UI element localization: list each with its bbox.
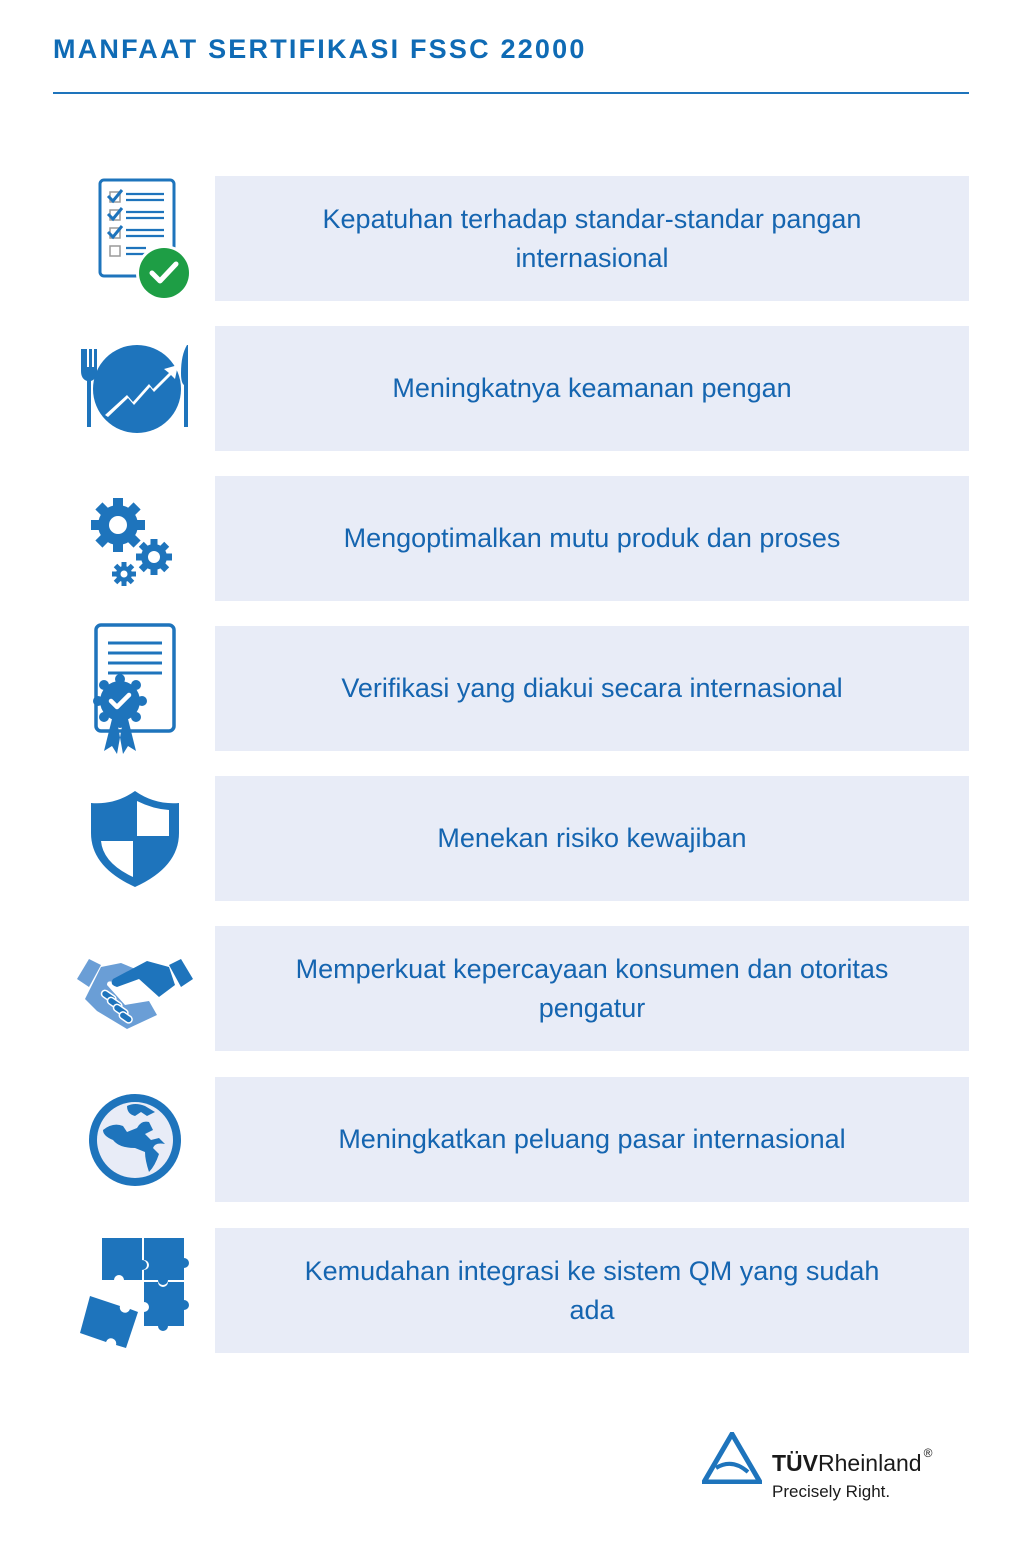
benefit-text: Meningkatkan peluang pasar internasional [338,1124,846,1154]
page-title: MANFAAT SERTIFIKASI FSSC 22000 [53,34,587,64]
benefit-box [215,326,969,451]
benefit-row [0,1228,1024,1353]
brand-tagline: Precisely Right. [772,1482,891,1501]
benefit-text: Meningkatnya keamanan pengan [392,373,792,403]
benefit-row [0,926,1024,1051]
benefit-row [0,176,1024,301]
handshake-icon [60,926,210,1051]
benefit-box [215,1228,969,1353]
benefit-box [215,176,969,301]
globe-icon [60,1077,210,1202]
title-divider [53,92,969,94]
benefit-box [215,776,969,901]
benefit-row [0,1077,1024,1202]
benefit-box [215,1077,969,1202]
benefit-box [215,626,969,751]
benefit-box [215,476,969,601]
benefit-row [0,776,1024,901]
brand-name: TÜVRheinland ® [772,1446,933,1476]
benefit-text: Kepatuhan terhadap standar-standar pangan internasional [322,203,862,273]
benefit-box [215,926,969,1051]
tuv-rheinland-logo [702,1432,992,1512]
benefit-text: Menekan risiko kewajiban [437,823,747,853]
benefit-text: Memperkuat kepercayaan konsumen dan otoritas pengatur [295,953,889,1023]
benefit-row [0,626,1024,751]
checklist-approved-icon [60,176,210,301]
certificate-icon [60,626,210,751]
benefit-text: Mengoptimalkan mutu produk dan proses [343,523,841,553]
benefit-text: Verifikasi yang diakui secara internasional [341,673,843,703]
plate-growth-icon [60,326,210,451]
puzzle-icon [60,1228,210,1353]
benefit-text: Kemudahan integrasi ke sistem QM yang sudah ada [304,1255,880,1325]
benefit-row [0,476,1024,601]
shield-icon [60,776,210,901]
tuv-triangle-icon [702,1432,762,1484]
gears-icon [60,476,210,601]
benefit-row [0,326,1024,451]
